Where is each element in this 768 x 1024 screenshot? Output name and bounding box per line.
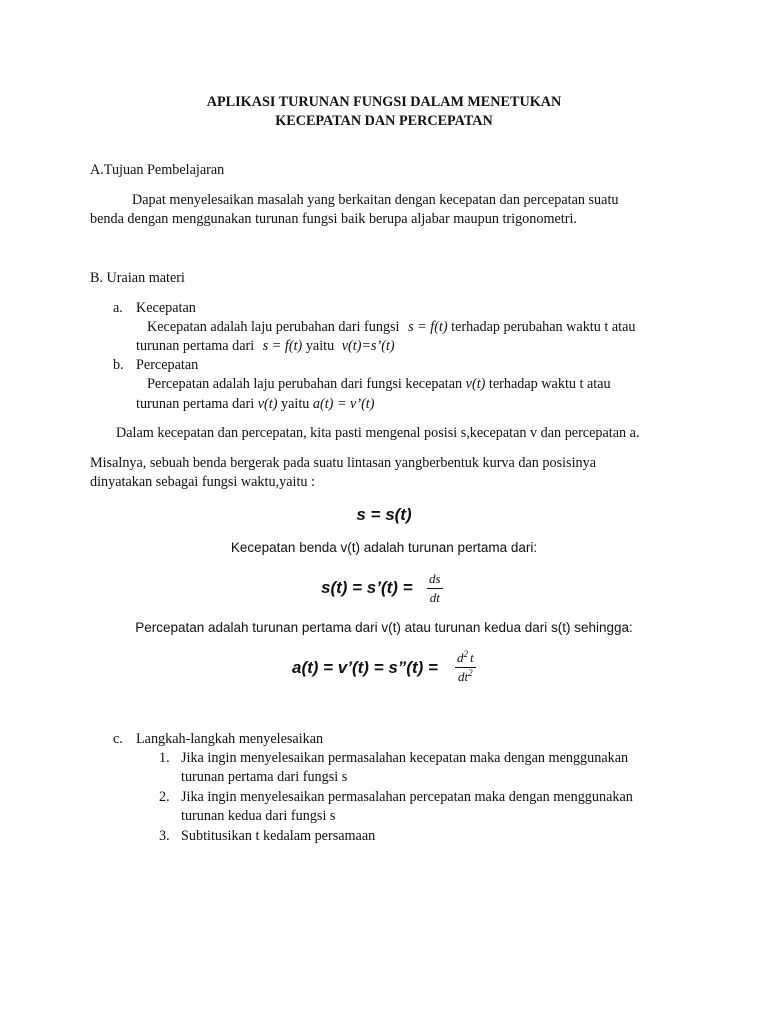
fraction-d2t-dt2 bbox=[455, 650, 476, 685]
step-line-1: Subtitusikan t kedalam persamaan bbox=[181, 828, 376, 844]
item-b-marker: b. bbox=[113, 357, 124, 373]
kecepatan-text: Kecepatan benda v(t) adalah turunan pertama dari: bbox=[230, 540, 538, 555]
item-a-line-1-text: Kecepatan adalah laju perubahan dari fungsi bbox=[147, 319, 400, 335]
step-number: 3. bbox=[159, 828, 170, 844]
numerator-t: t bbox=[470, 650, 474, 665]
item-a-line-1-tail: terhadap perubahan waktu t atau bbox=[451, 319, 636, 335]
equation-velocity: s(t) = s’(t) = bbox=[321, 578, 413, 597]
item-a-line-2 bbox=[136, 338, 395, 355]
item-a-line-2-mid: yaitu bbox=[305, 338, 335, 354]
numerator-exponent: 2 bbox=[463, 649, 468, 659]
item-b-line-1-formula: v(t) bbox=[465, 376, 486, 392]
step-line-2: turunan kedua dari fungsi s bbox=[181, 808, 336, 824]
denominator-exponent: 2 bbox=[468, 668, 473, 678]
item-b-line-1-text: Percepatan adalah laju perubahan dari fungsi kecepatan bbox=[147, 376, 463, 392]
item-a-label: Kecepatan bbox=[136, 300, 196, 316]
item-a-marker: a. bbox=[113, 300, 123, 316]
fraction-ds-dt bbox=[427, 571, 443, 606]
item-b-line-2-mid: yaitu bbox=[280, 396, 310, 412]
section-a-heading: A.Tujuan Pembelajaran bbox=[90, 162, 225, 178]
para-misal-line-2: dinyatakan sebagai fungsi waktu,yaitu : bbox=[90, 474, 315, 490]
fraction-ds-dt-numerator: ds bbox=[427, 571, 443, 589]
step-line-2: turunan pertama dari fungsi s bbox=[181, 769, 348, 785]
para-posisi: Dalam kecepatan dan percepatan, kita pasti mengenal posisi s,kecepatan v dan percepatan a. bbox=[116, 425, 640, 441]
section-c-marker: c. bbox=[113, 731, 123, 747]
numerator-d: d bbox=[457, 650, 464, 665]
equation-acceleration: a(t) = v’(t) = s”(t) = bbox=[292, 658, 438, 677]
item-b-line-1-tail: terhadap waktu t atau bbox=[488, 376, 611, 392]
item-b-line-2-formula-2: a(t) = v’(t) bbox=[312, 396, 375, 412]
item-a-line-1 bbox=[147, 319, 636, 336]
step-line-1: Jika ingin menyelesaikan permasalahan percepatan maka dengan menggunakan bbox=[181, 789, 633, 805]
item-b-line-2-formula-1: v(t) bbox=[257, 396, 278, 412]
title-line-2: KECEPATAN DAN PERCEPATAN bbox=[275, 113, 493, 129]
item-b-line-2 bbox=[136, 396, 374, 413]
denominator-dt: dt bbox=[458, 669, 469, 684]
percepatan-text: Percepatan adalah turunan pertama dari v(t) atau turunan kedua dari s(t) sehingga: bbox=[135, 620, 633, 635]
title-line-1: APLIKASI TURUNAN FUNGSI DALAM MENETUKAN bbox=[206, 94, 562, 110]
section-b-heading: B. Uraian materi bbox=[90, 270, 185, 286]
fraction-d2t-dt2-denominator bbox=[455, 668, 476, 685]
para-misal-line-1: Misalnya, sebuah benda bergerak pada suatu lintasan yangberbentuk kurva dan posisinya bbox=[90, 455, 597, 471]
equation-position: s = s(t) bbox=[356, 505, 412, 524]
item-a-line-1-formula: s = f(t) bbox=[408, 319, 448, 335]
fraction-ds-dt-denominator: dt bbox=[429, 590, 440, 605]
item-b-label: Percepatan bbox=[136, 357, 199, 373]
section-a-para-line-1: Dapat menyelesaikan masalah yang berkaitan dengan kecepatan dan percepatan suatu bbox=[132, 192, 619, 208]
step-number: 2. bbox=[159, 789, 170, 805]
step-line-1: Jika ingin menyelesaikan permasalahan kecepatan maka dengan menggunakan bbox=[181, 750, 629, 766]
item-a-line-2-formula-1: s = f(t) bbox=[262, 338, 303, 354]
section-c-heading: Langkah-langkah menyelesaikan bbox=[136, 731, 324, 747]
section-a-para-line-2: benda dengan menggunakan turunan fungsi baik berupa aljabar maupun trigonometri. bbox=[90, 211, 577, 227]
item-a-line-2-formula-2: v(t)=s’(t) bbox=[341, 338, 395, 354]
fraction-d2t-dt2-numerator bbox=[455, 650, 476, 668]
item-b-line-1 bbox=[147, 376, 611, 393]
item-b-line-2-text: turunan pertama dari bbox=[136, 396, 255, 412]
item-a-line-2-text: turunan pertama dari bbox=[136, 338, 255, 354]
step-number: 1. bbox=[159, 750, 170, 766]
